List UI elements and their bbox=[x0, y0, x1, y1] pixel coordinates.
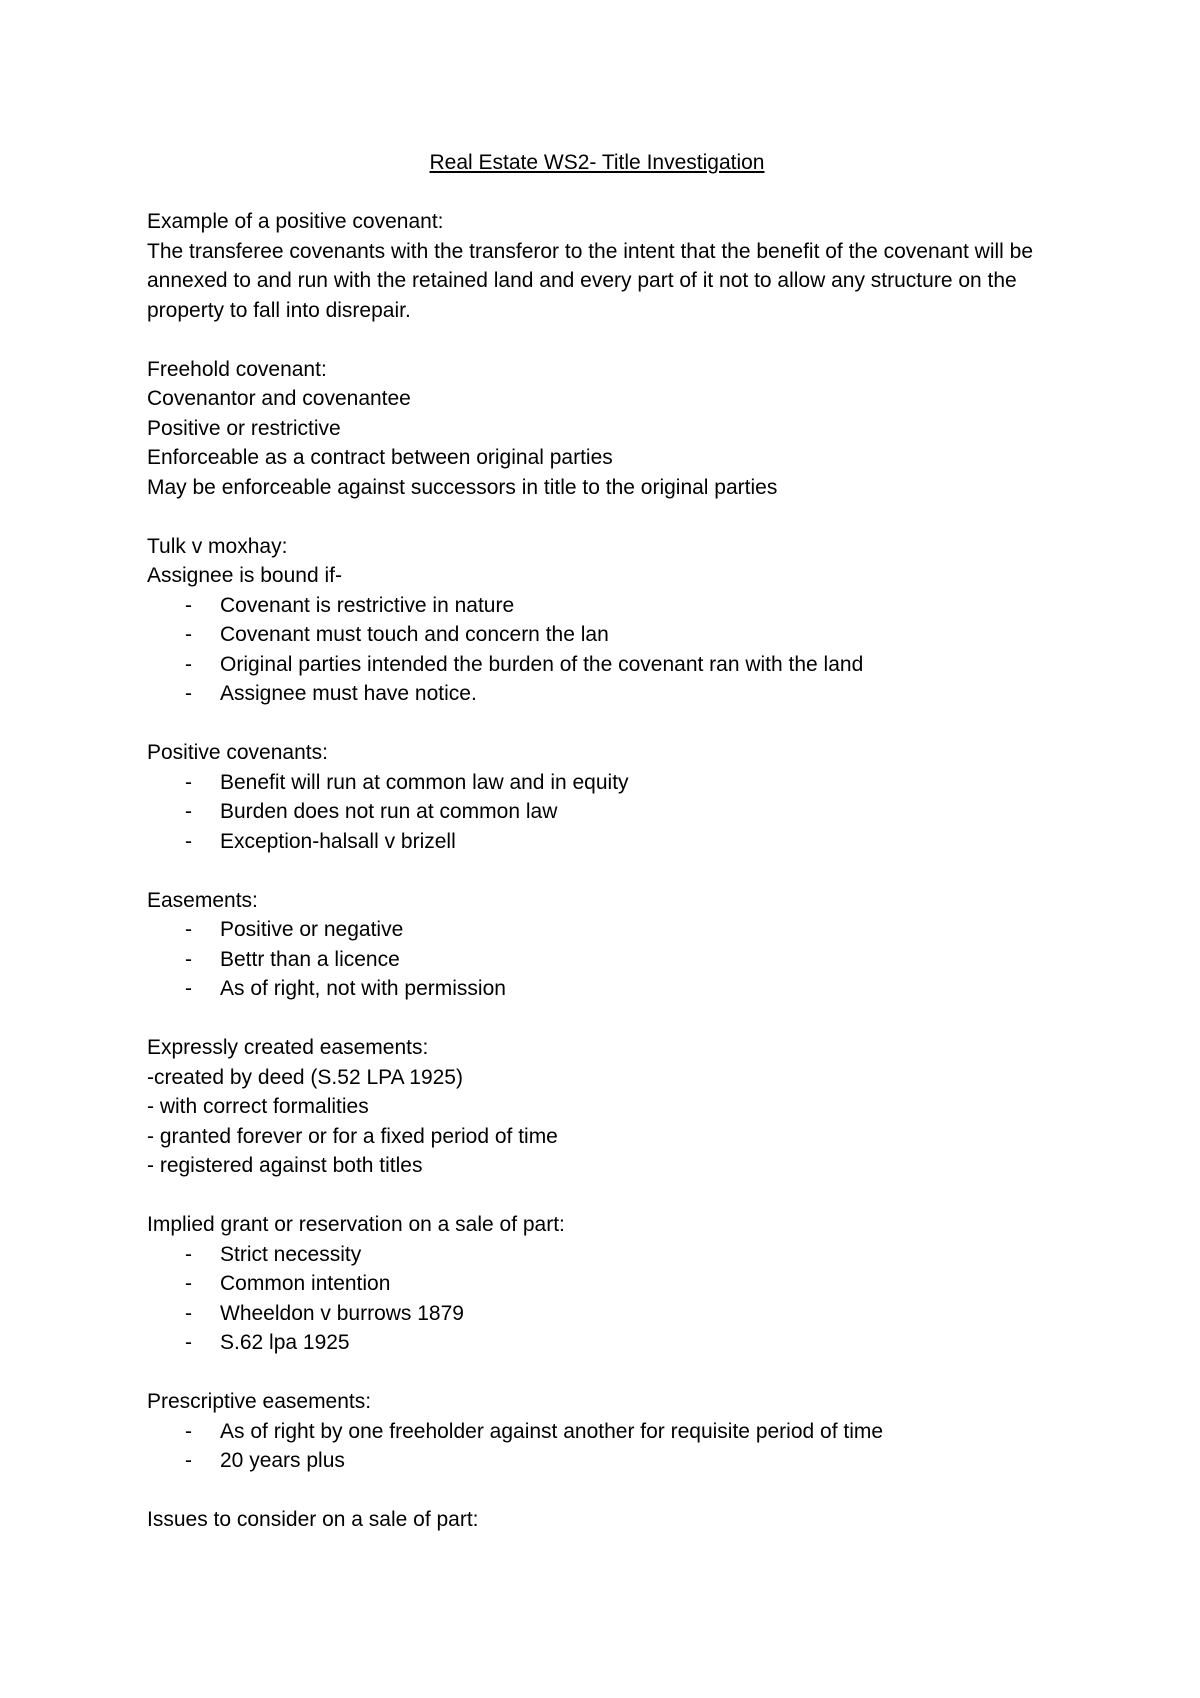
list-item bbox=[147, 591, 1047, 621]
list-item bbox=[147, 1269, 1047, 1299]
section-tulk-v-moxhay bbox=[147, 532, 1047, 709]
section-easements bbox=[147, 886, 1047, 1004]
dash-marker: - bbox=[185, 1301, 192, 1325]
section-heading: Expressly created easements: bbox=[147, 1036, 429, 1059]
section-heading: Freehold covenant: bbox=[147, 357, 327, 381]
list-item-text: Covenant must touch and concern the lan bbox=[220, 623, 609, 646]
spacer bbox=[147, 325, 1047, 355]
dash-marker: - bbox=[185, 1449, 192, 1472]
list-item bbox=[147, 679, 1047, 709]
list-item-text: Wheeldon v burrows 1879 bbox=[220, 1301, 464, 1325]
list-item-text: Covenant is restrictive in nature bbox=[220, 593, 515, 617]
list-item bbox=[147, 768, 1047, 798]
document-body bbox=[147, 148, 1047, 1535]
spacer bbox=[147, 1004, 1047, 1034]
section-paragraph: The transferee covenants with the transferor to the intent that the benefit of the covenant will be annexed to and run with the retained land and every part of it not to allow any structure on the property to fall into disrepair. bbox=[147, 239, 1034, 322]
bullet-list bbox=[147, 1240, 1047, 1358]
document-title: Real Estate WS2- Title Investigation bbox=[429, 151, 765, 174]
section-heading: Issues to consider on a sale of part: bbox=[147, 1508, 479, 1531]
bullet-list bbox=[147, 768, 1047, 857]
list-item-text: Assignee must have notice. bbox=[220, 682, 477, 705]
list-item-text: As of right, not with permission bbox=[220, 977, 506, 1000]
dash-marker: - bbox=[185, 652, 192, 676]
bullet-list bbox=[147, 915, 1047, 1004]
list-item bbox=[147, 1240, 1047, 1270]
list-item-text: Burden does not run at common law bbox=[220, 800, 558, 823]
dash-marker: - bbox=[185, 829, 192, 853]
list-item-text: Original parties intended the burden of the covenant ran with the land bbox=[220, 652, 864, 676]
bullet-list bbox=[147, 591, 1047, 709]
section-positive-covenant-example bbox=[147, 207, 1047, 325]
section-line: -created by deed (S.52 LPA 1925) bbox=[147, 1065, 463, 1089]
list-item-text: Positive or negative bbox=[220, 918, 404, 941]
list-item-text: Strict necessity bbox=[220, 1242, 362, 1266]
section-heading: Prescriptive easements: bbox=[147, 1390, 372, 1413]
list-item bbox=[147, 974, 1047, 1004]
section-line: Enforceable as a contract between original parties bbox=[147, 446, 613, 469]
list-item bbox=[147, 620, 1047, 650]
list-item bbox=[147, 1299, 1047, 1329]
list-item-text: 20 years plus bbox=[220, 1449, 345, 1472]
spacer bbox=[147, 502, 1047, 532]
list-item-text: As of right by one freeholder against another for requisite period of time bbox=[220, 1419, 884, 1443]
list-item-text: Bettr than a licence bbox=[220, 947, 400, 971]
list-item bbox=[147, 945, 1047, 975]
dash-marker: - bbox=[185, 682, 192, 705]
dash-marker: - bbox=[185, 800, 192, 823]
dash-marker: - bbox=[185, 918, 192, 941]
spacer bbox=[147, 1476, 1047, 1506]
section-positive-covenants bbox=[147, 738, 1047, 856]
bullet-list bbox=[147, 1417, 1047, 1476]
dash-marker: - bbox=[185, 1242, 192, 1266]
section-line: Positive or restrictive bbox=[147, 416, 341, 440]
spacer bbox=[147, 178, 1047, 208]
list-item bbox=[147, 1328, 1047, 1358]
list-item bbox=[147, 915, 1047, 945]
dash-marker: - bbox=[185, 1419, 192, 1443]
list-item bbox=[147, 650, 1047, 680]
section-line: - granted forever or for a fixed period of time bbox=[147, 1124, 558, 1148]
section-heading: Implied grant or reservation on a sale of part: bbox=[147, 1213, 565, 1236]
section-prescriptive-easements bbox=[147, 1387, 1047, 1476]
section-heading: Positive covenants: bbox=[147, 741, 328, 764]
list-item bbox=[147, 1446, 1047, 1476]
section-line: - with correct formalities bbox=[147, 1095, 369, 1118]
dash-marker: - bbox=[185, 770, 192, 794]
section-implied-grant bbox=[147, 1210, 1047, 1358]
dash-marker: - bbox=[185, 947, 192, 971]
dash-marker: - bbox=[185, 1331, 192, 1354]
spacer bbox=[147, 856, 1047, 886]
list-item-text: Benefit will run at common law and in equity bbox=[220, 770, 629, 794]
list-item-text: Common intention bbox=[220, 1272, 391, 1295]
list-item-text: Exception-halsall v brizell bbox=[220, 829, 456, 853]
spacer bbox=[147, 1181, 1047, 1211]
section-line: Assignee is bound if- bbox=[147, 564, 342, 587]
dash-marker: - bbox=[185, 1272, 192, 1295]
section-expressly-created-easements bbox=[147, 1033, 1047, 1181]
section-heading: Example of a positive covenant: bbox=[147, 210, 444, 233]
section-line: - registered against both titles bbox=[147, 1154, 423, 1177]
section-freehold-covenant bbox=[147, 355, 1047, 503]
section-line: Covenantor and covenantee bbox=[147, 387, 411, 410]
dash-marker: - bbox=[185, 593, 192, 617]
list-item bbox=[147, 797, 1047, 827]
section-line: May be enforceable against successors in title to the original parties bbox=[147, 475, 778, 499]
dash-marker: - bbox=[185, 623, 192, 646]
section-heading: Tulk v moxhay: bbox=[147, 534, 288, 558]
list-item-text: S.62 lpa 1925 bbox=[220, 1331, 350, 1354]
list-item bbox=[147, 827, 1047, 857]
list-item bbox=[147, 1417, 1047, 1447]
dash-marker: - bbox=[185, 977, 192, 1000]
spacer bbox=[147, 709, 1047, 739]
spacer bbox=[147, 1358, 1047, 1388]
section-heading: Easements: bbox=[147, 888, 258, 912]
section-sale-of-part-issues bbox=[147, 1505, 1047, 1535]
